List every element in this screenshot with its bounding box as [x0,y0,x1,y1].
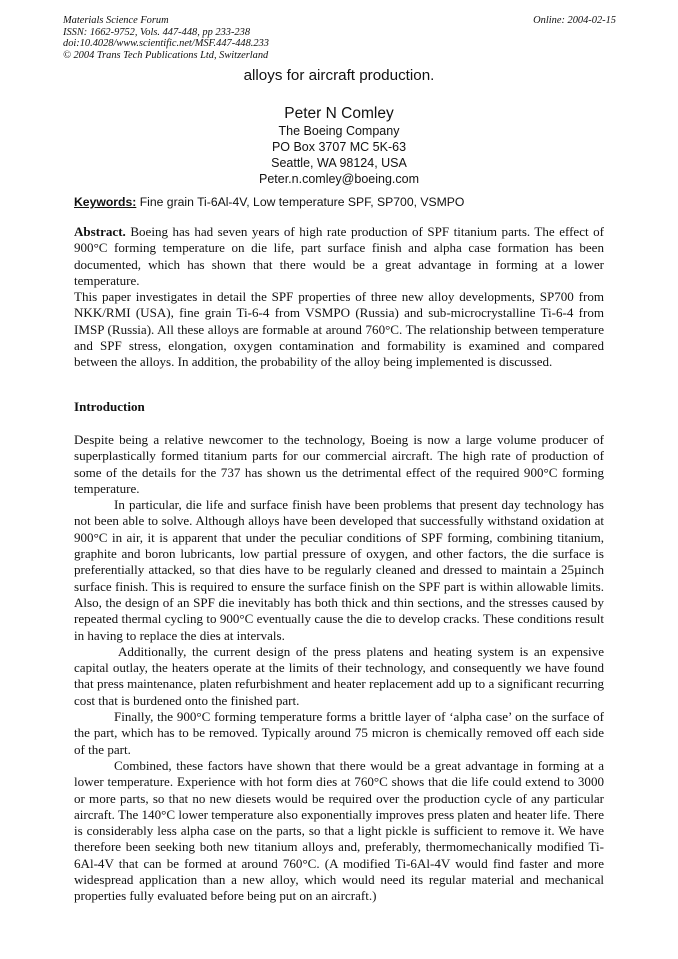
journal-name: Materials Science Forum [63,15,169,26]
abstract-paragraph-2: This paper investigates in detail the SPF properties of three new alloy developments, SP700 from NKK/RMI (USA), fine grain Ti-6-4 from VSMPO (Russia) and sub-microcrystalline Ti-6-4 from IMSP (Russia). All these alloys are formable at around 760°C. The relationship between temperature and SPF stress, elongation, oxygen contamination and formability is examined and compared between the alloys. In addition, the probability of the alloy being implemented is discussed. [74,289,604,370]
intro-paragraph-5: Combined, these factors have shown that there would be a great advantage in forming at a lower temperature. Experience with hot form dies at 760°C shows that die life could extend to 3000 or more parts, so that no new diesets would be required over the production cycle of any particular aircraft. The 140°C lower temperature also exponentially improves press platen and heater life. There is considerably less alpha case on the parts, so that a light pickle is sufficient to remove it. We have therefore been seeking both new titanium alloys and, preferably, thermomechanically modified Ti-6Al-4V that can be formed at around 760°C. (A modified Ti-6Al-4V would find faster and more widespread application than a new alloy, which would need its regular material and mechanical properties fully evaluated before being put on an aircraft.) [74,757,604,904]
journal-header [63,15,269,61]
intro-paragraph-2: In particular, die life and surface finish have been problems that present day technology has not been able to solve. Although alloys have been developed that successfully withstand oxidation at 900°C in air, it is apparent that under the peculiar conditions of SPF forming, combining titanium, graphite and boron lubricants, low partial pressure of oxygen, and other factors, the die surface is preferentially attacked, so that dies have to be regularly cleaned and dressed to maintain a 25µinch surface finish. This is required to ensure the surface finish on the SPF part is within allowable limits. Also, the design of an SPF die inevitably has both thick and thin sections, and the stresses caused by repeated thermal cycling to 900°C eventually cause the die to develop cracks. These conditions result in having to replace the dies at intervals. [74,497,604,643]
author-block [0,104,678,187]
introduction-heading: Introduction [74,399,145,414]
author-company: The Boeing Company [278,124,400,138]
keywords-text: Fine grain Ti-6Al-4V, Low temperature SPF, SP700, VSMPO [139,195,465,209]
author-email: Peter.n.comley@boeing.com [259,172,419,186]
keywords-label: Keywords: [74,195,137,209]
author-name: Peter N Comley [284,105,394,122]
copyright-line: © 2004 Trans Tech Publications Ltd, Switzerland [63,49,269,61]
introduction-section [74,432,604,905]
keywords-line [74,195,614,209]
intro-paragraph-3: Additionally, the current design of the press platens and heating system is an expensive capital outlay, the heaters operate at the limits of their technology, and consequently we have found that press maintenance, platen refurbishment and heater replacement add up to a significant recurring cost that is burdened onto the finished part. [74,643,604,708]
doi-line: doi:10.4028/www.scientific.net/MSF.447-448.233 [63,38,269,49]
abstract-section [74,224,604,371]
abstract-paragraph-1: Abstract. Boeing has had seven years of high rate production of SPF titanium parts. The effect of 900°C forming temperature on die life, part surface finish and alpha case formation has been documented, which has shown that there would be a great advantage in forming at a lower temperature. [74,224,604,288]
author-po-box: PO Box 3707 MC 5K-63 [271,140,407,154]
author-city: Seattle, WA 98124, USA [271,156,407,170]
intro-paragraph-1: Despite being a relative newcomer to the technology, Boeing is now a large volume producer of superplastically formed titanium parts for our commercial aircraft. The high rate of production of some of the details for the 737 has shown us the detrimental effect of the required 900°C forming temperature. [74,432,604,496]
abstract-label: Abstract. [74,224,126,239]
intro-paragraph-4: Finally, the 900°C forming temperature forms a brittle layer of ‘alpha case’ on the surface of the part, which has to be removed. Typically around 75 micron is chemically removed off each side of the part. [74,709,604,757]
online-date: Online: 2004-02-15 [533,15,616,26]
paper-title: alloys for aircraft production. [243,67,435,84]
issn-line: ISSN: 1662-9752, Vols. 447-448, pp 233-238 [63,26,251,38]
